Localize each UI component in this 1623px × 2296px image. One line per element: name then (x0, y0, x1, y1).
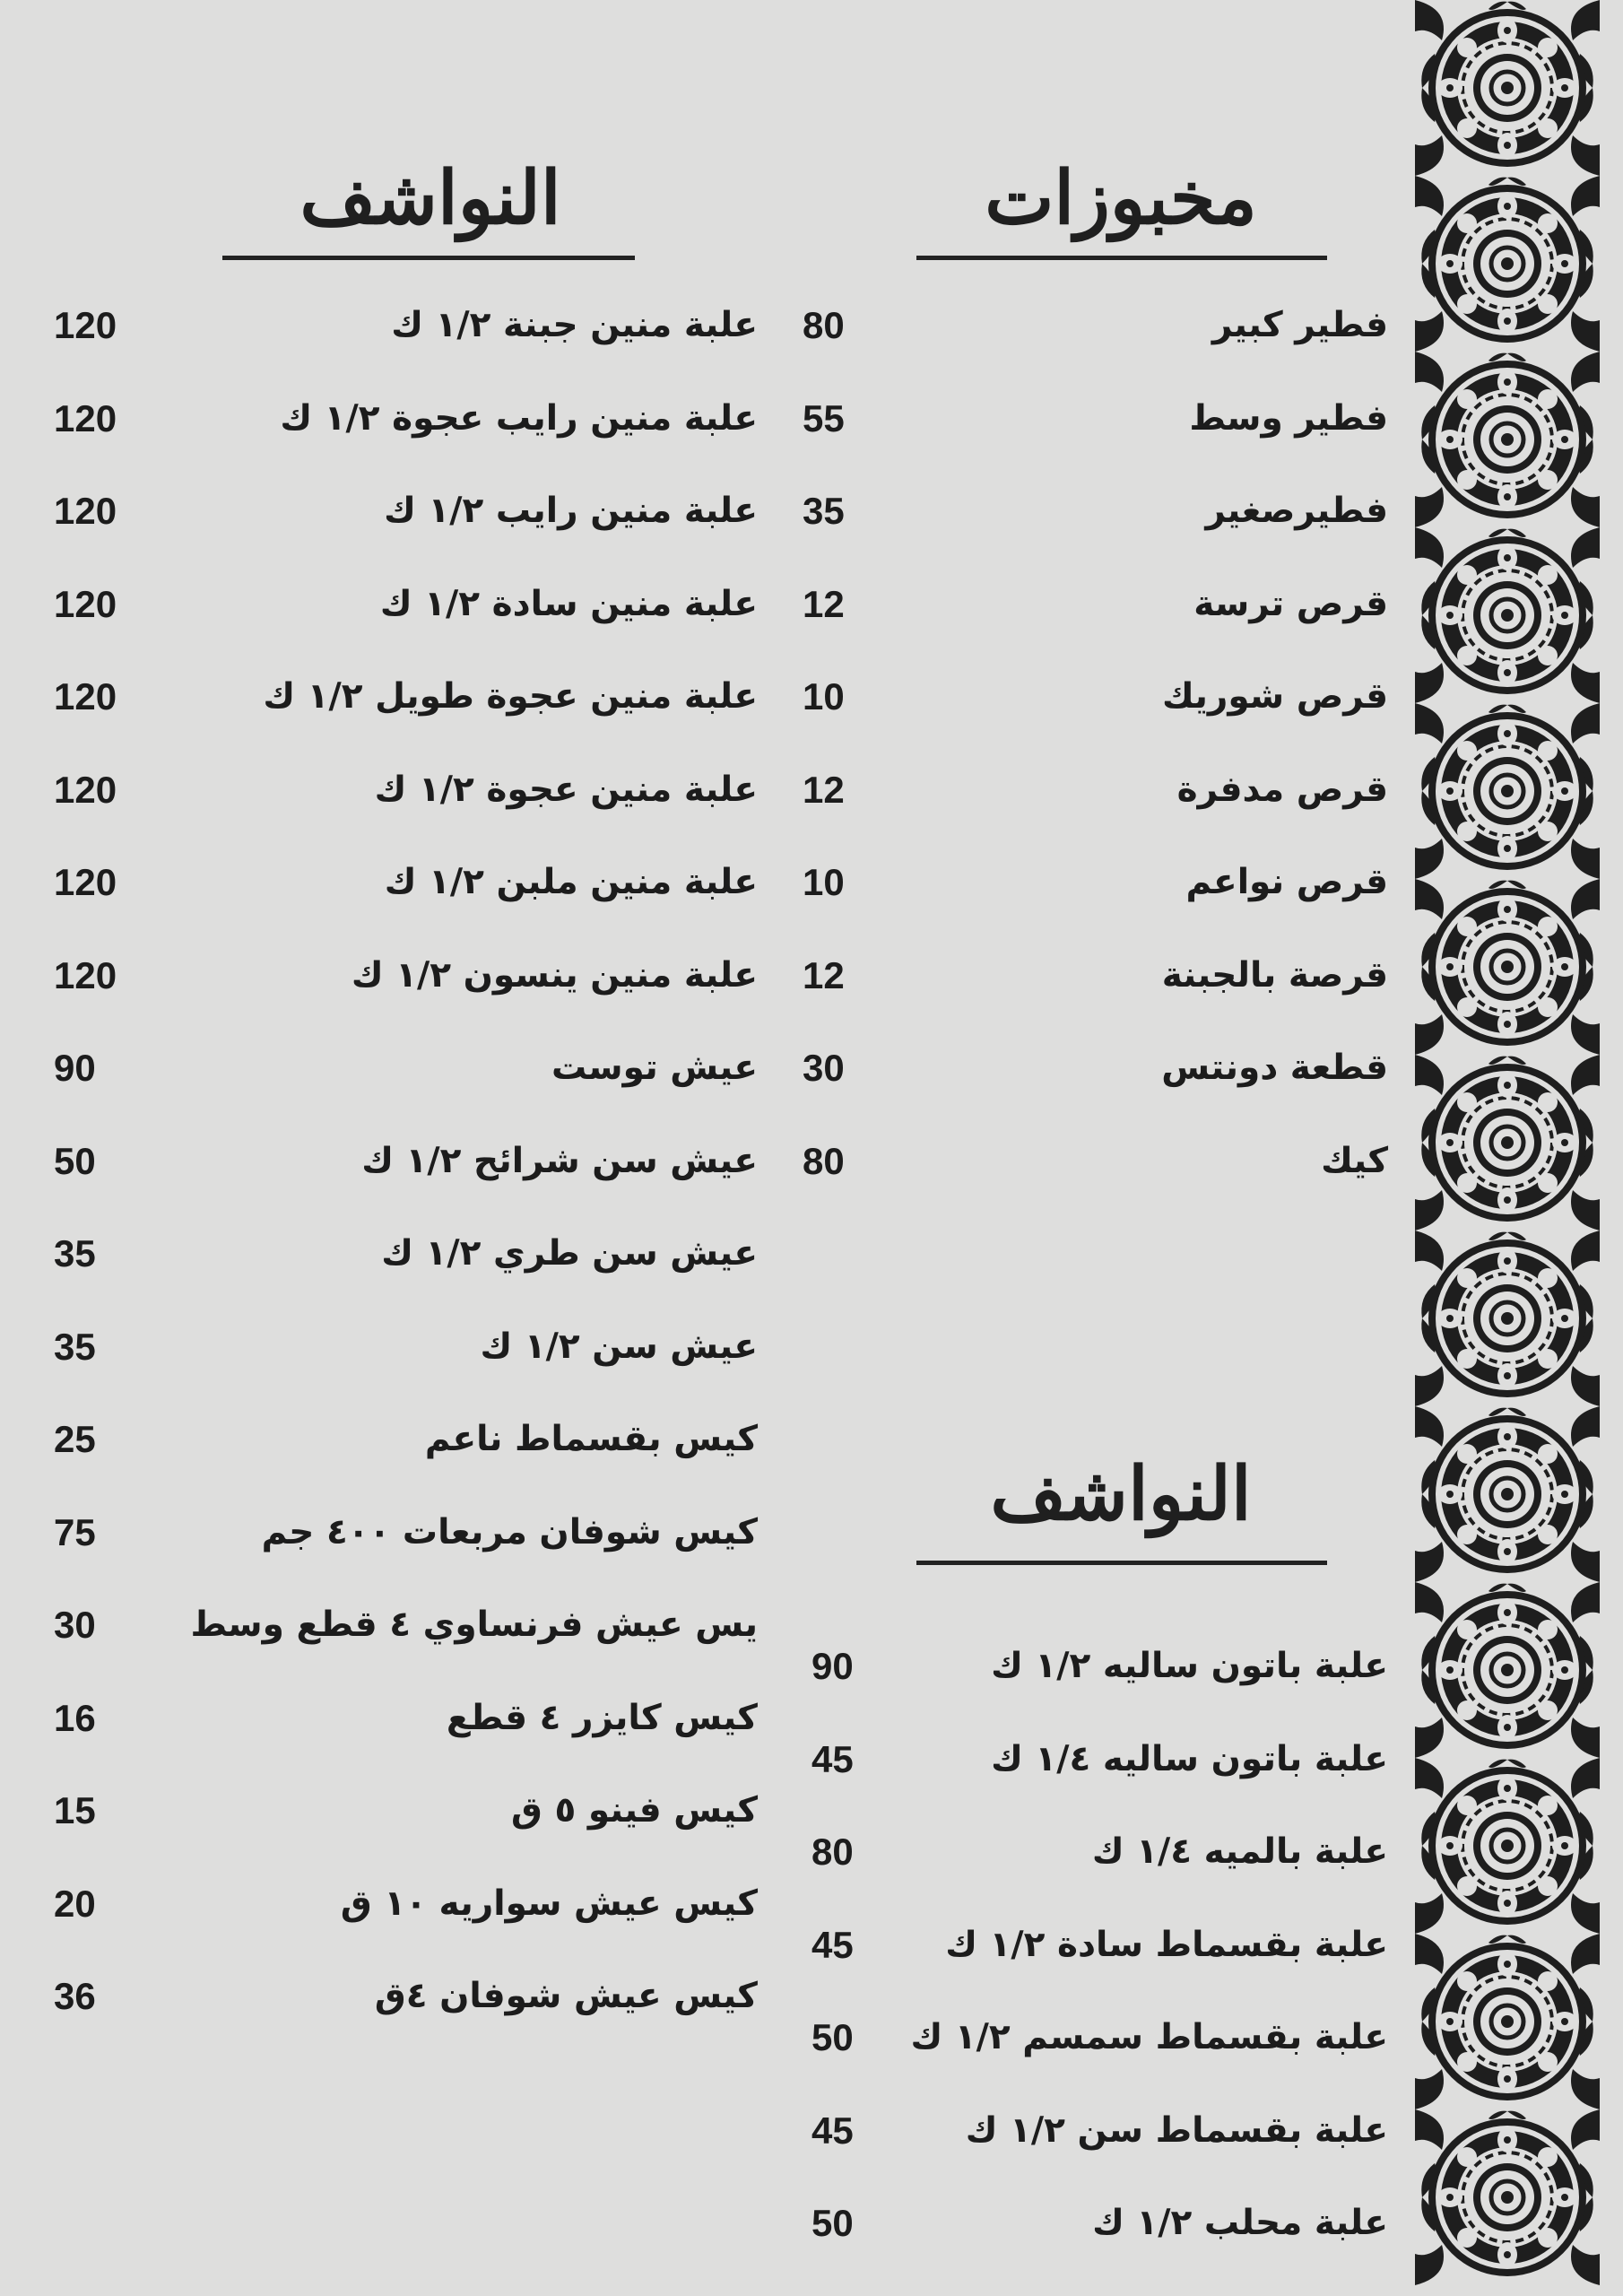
dry-goods-left-title-underline (222, 256, 635, 260)
menu-item-price: 80 (803, 1139, 845, 1182)
menu-item-name: علبة منين رايب ١/٢ ك (384, 491, 758, 531)
menu-item-name: كيك (1321, 1140, 1388, 1181)
menu-item-name: كيس عيش سواريه ١٠ ق (340, 1883, 758, 1924)
menu-item-price: 35 (803, 490, 845, 532)
menu-item (0, 1488, 1623, 1578)
menu-item-name: كيس فينو ٥ ق (511, 1790, 758, 1831)
menu-item-price: 80 (803, 304, 845, 346)
menu-item-name: عيش توست (551, 1048, 758, 1088)
menu-item-name: علبة باتون ساليه ١/٢ ك (991, 1646, 1388, 1686)
menu-item-name: يس عيش فرنساوي ٤ قطع وسط (190, 1605, 758, 1645)
menu-item-name: قرص مدفرة (1176, 769, 1388, 810)
menu-item-name: علبة منين ملبن ١/٢ ك (384, 862, 758, 902)
menu-item-price: 30 (54, 1604, 96, 1646)
menu-item-price: 12 (803, 768, 845, 811)
menu-item (0, 1952, 1623, 2041)
menu-item-price: 75 (54, 1510, 96, 1553)
menu-item-price: 36 (54, 1975, 96, 2017)
menu-item-price: 50 (812, 2202, 854, 2244)
menu-item-name: علبة منين جبنة ١/٢ ك (391, 305, 758, 345)
menu-item (0, 281, 1623, 370)
menu-item (0, 1302, 1623, 1392)
menu-item (0, 652, 1623, 742)
menu-item-name: قطعة دونتس (1161, 1048, 1388, 1088)
dry-goods-right-title: النواشف (990, 1451, 1252, 1537)
menu-item-price: 45 (812, 2109, 854, 2152)
menu-item (0, 838, 1623, 927)
menu-item-name: قرص نواعم (1185, 862, 1388, 902)
menu-item-name: علبة منين عجوة طويل ١/٢ ك (263, 676, 758, 717)
menu-item-name: علبة منين سادة ١/٢ ك (379, 583, 758, 624)
bakery-title: مخبوزات (985, 155, 1257, 241)
menu-item-price: 120 (54, 675, 117, 718)
menu-item-price: 50 (812, 2016, 854, 2058)
menu-item-price: 45 (812, 1923, 854, 1966)
menu-item-price: 50 (54, 1139, 96, 1182)
menu-item-name: كيس كايزر ٤ قطع (446, 1697, 758, 1738)
menu-item-name: علبة بقسماط سادة ١/٢ ك (945, 1924, 1388, 1965)
menu-item-price: 10 (803, 675, 845, 718)
menu-item-name: فطير كبير (1211, 305, 1388, 345)
menu-item-name: عيش سن شرائح ١/٢ ك (361, 1140, 758, 1181)
menu-item (0, 745, 1623, 835)
menu-item-name: علبة بالميه ١/٤ ك (1091, 1831, 1388, 1872)
menu-item (0, 466, 1623, 556)
menu-item-price: 16 (54, 1696, 96, 1739)
menu-item-price: 12 (803, 953, 845, 996)
menu-item (0, 931, 1623, 1021)
menu-item-price: 30 (803, 1047, 845, 1089)
menu-item (0, 374, 1623, 464)
menu-item-price: 35 (54, 1325, 96, 1368)
menu-item-price: 35 (54, 1232, 96, 1274)
menu-item-price: 12 (803, 582, 845, 625)
menu-item (0, 1766, 1623, 1856)
menu-item-price: 80 (812, 1831, 854, 1873)
menu-item-name: علبة بقسماط سن ١/٢ ك (965, 2109, 1388, 2151)
menu-item-price: 90 (54, 1047, 96, 1089)
arabesque-border (1415, 0, 1600, 2296)
menu-item-price: 120 (54, 304, 117, 346)
menu-item-price: 25 (54, 1418, 96, 1460)
menu-item-price: 20 (54, 1882, 96, 1925)
menu-item-name: علبة منين ينسون ١/٢ ك (351, 954, 758, 996)
bakery-title-underline (916, 256, 1327, 260)
menu-item-name: عيش سن طري ١/٢ ك (381, 1233, 758, 1274)
menu-item (0, 2179, 1623, 2268)
menu-item-name: عيش سن ١/٢ ك (480, 1326, 758, 1367)
menu-item (0, 1580, 1623, 1670)
menu-item (0, 560, 1623, 649)
menu-item-name: علبة منين عجوة ١/٢ ك (374, 769, 758, 810)
dry-goods-left-title: النواشف (299, 155, 561, 241)
menu-item-name: علبة باتون ساليه ١/٤ ك (991, 1738, 1388, 1779)
menu-item-name: قرص ترسة (1193, 583, 1388, 624)
menu-item (0, 2086, 1623, 2176)
menu-item-name: قرص شوريك (1161, 676, 1388, 717)
menu-item-name: علبة منين رايب عجوة ١/٢ ك (280, 397, 758, 439)
menu-item-name: كيس شوفان مربعات ٤٠٠ جم (261, 1511, 758, 1552)
menu-item-price: 120 (54, 396, 117, 439)
menu-item-price: 120 (54, 861, 117, 903)
menu-item (0, 1209, 1623, 1299)
menu-item-name: فطيرصغير (1205, 491, 1388, 531)
menu-item-price: 120 (54, 768, 117, 811)
menu-item-name: علبة محلب ١/٢ ك (1092, 2203, 1388, 2243)
menu-item (0, 1395, 1623, 1484)
menu-item-price: 15 (54, 1789, 96, 1831)
menu-item-price: 55 (803, 396, 845, 439)
menu-item-price: 90 (812, 1645, 854, 1687)
menu-item-price: 45 (812, 1737, 854, 1780)
menu-item-name: علبة بقسماط سمسم ١/٢ ك (910, 2017, 1388, 2057)
menu-item-price: 120 (54, 582, 117, 625)
menu-item (0, 1117, 1623, 1206)
menu-item-name: كيس عيش شوفان ٤ق (374, 1976, 758, 2016)
menu-item-price: 10 (803, 861, 845, 903)
menu-item (0, 1859, 1623, 1949)
menu-item-name: فطير وسط (1189, 397, 1388, 439)
menu-item-name: قرصة بالجبنة (1161, 954, 1388, 996)
menu-item-name: كيس بقسماط ناعم (424, 1419, 758, 1459)
menu-item-price: 120 (54, 490, 117, 532)
menu-item (0, 1674, 1623, 1763)
menu-item-price: 120 (54, 953, 117, 996)
menu-item (0, 1023, 1623, 1113)
